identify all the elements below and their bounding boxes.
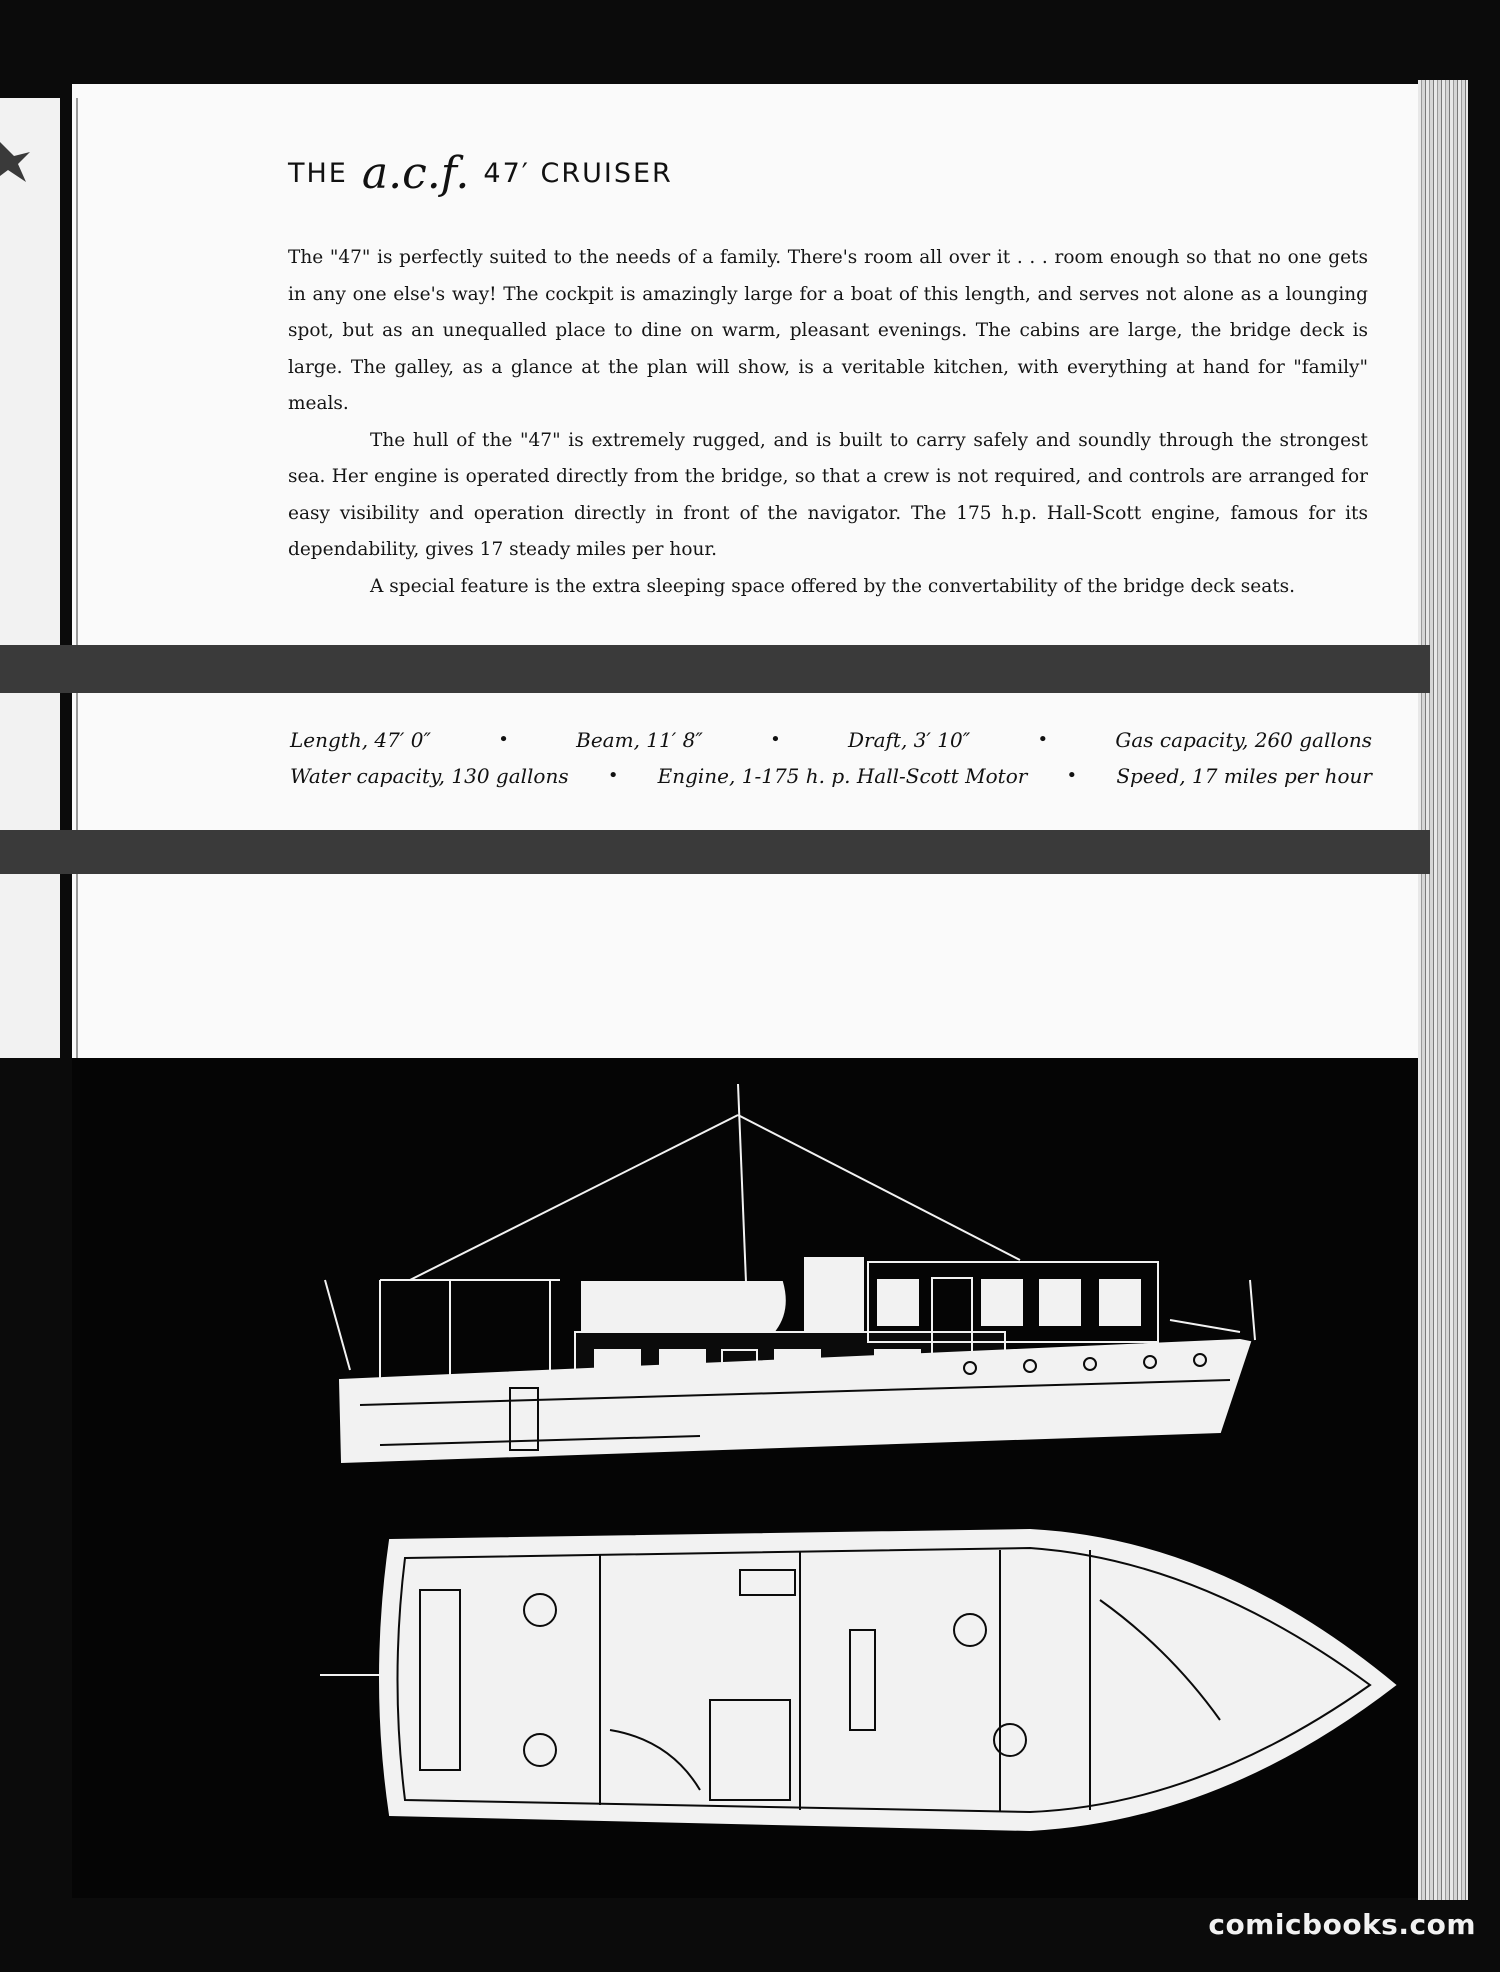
description-text [288,240,1368,605]
paragraph-1: The "47" is perfectly suited to the needs of a family. There's room all over it . . . room enough so that no one gets in any one else's way! The cockpit is amazingly large for a boat of this length, and serves not alone as a lounging spot, but as an unequalled place to dine on warm, pleasant evenings. The cabins are large, the bridge deck is large. The galley, as a glance at the plan will show, is a veritable kitchen, with everything at hand for "family" meals. [288,247,1368,414]
divider-stripe-top [0,645,1430,693]
spec-row-1 [290,722,1372,758]
spec-beam: Beam, 11′ 8″ [576,728,703,752]
page-stack-edges [1418,80,1468,1900]
book-gutter [60,98,72,1058]
spec-speed: Speed, 17 miles per hour [1116,764,1372,788]
spec-row-2 [290,758,1372,794]
spec-draft: Draft, 3′ 10″ [847,728,971,752]
title-monogram: a.c.f. [361,147,470,199]
spec-separator: • [770,729,781,750]
spine-line [76,98,78,1058]
boat-profile-drawing-icon [320,1070,1420,1470]
spec-separator: • [1037,729,1049,750]
specifications [290,722,1372,794]
star-icon [0,134,30,184]
spec-engine: Engine, 1-175 h. p. Hall-Scott Motor [657,764,1028,788]
spec-water-capacity: Water capacity, 130 gallons [290,764,569,788]
spec-length: Length, 47′ 0″ [290,728,431,752]
spec-gas-capacity: Gas capacity, 260 gallons [1115,728,1372,752]
title-suffix: 47′ CRUISER [483,157,673,189]
spec-separator: • [607,765,619,786]
divider-stripe-bottom [0,830,1430,874]
spec-separator: • [1066,765,1078,786]
spec-separator: • [498,729,509,750]
left-page-edge [0,98,68,1058]
deck-plan-drawing-icon [320,1510,1420,1840]
paragraph-3: A special feature is the extra sleeping space offered by the convertability of the bridge deck seats. [370,575,1296,597]
title-prefix: THE [288,157,348,189]
watermark: comicbooks.com [1208,1908,1476,1941]
paragraph-2: The hull of the "47" is extremely rugged, and is built to carry safely and soundly through the strongest sea. Her engine is operated directly from the bridge, so that a crew is not required, and controls are arranged for easy visibility and operation directly in front of the navigator. The 175 h.p. Hall-Scott engine, famous for its dependability, gives 17 steady miles per hour. [288,429,1368,560]
page-title [288,148,673,198]
